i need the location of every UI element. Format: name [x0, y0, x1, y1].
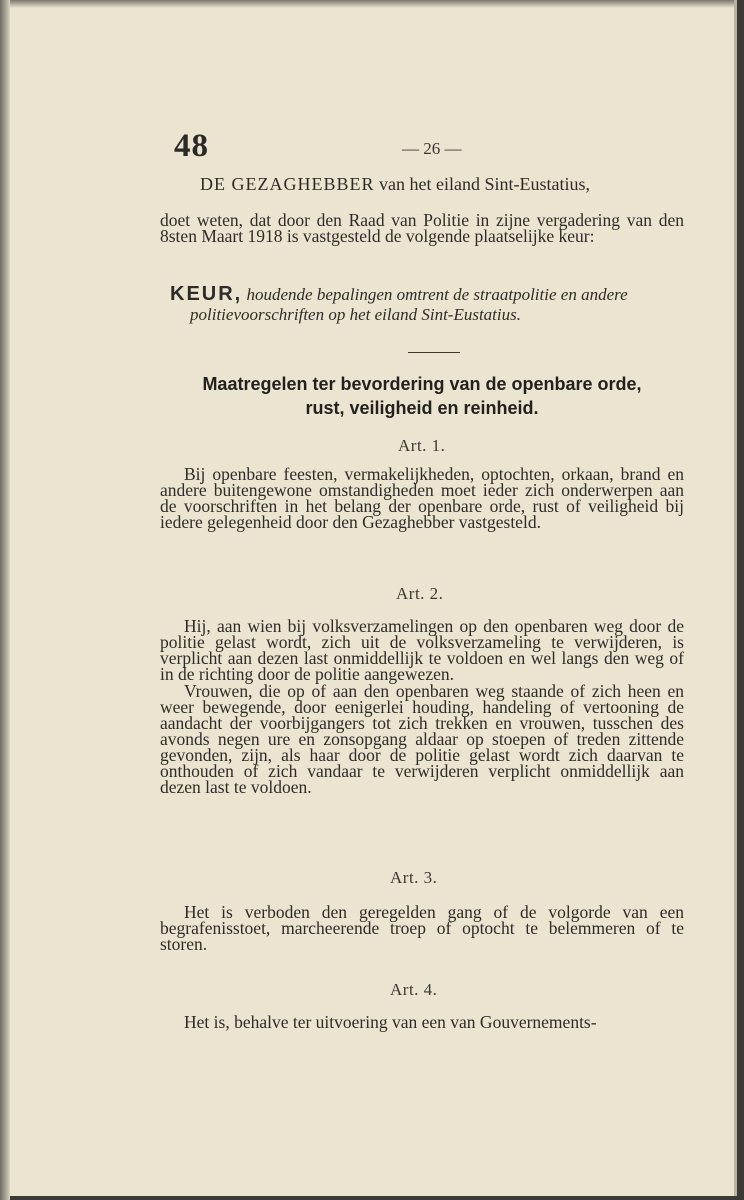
divider-rule — [408, 352, 460, 353]
folio-number: 48 — [174, 128, 209, 164]
page-binding-edge — [0, 0, 10, 1200]
intro-paragraph-block — [160, 212, 684, 244]
page-number: — 26 — — [402, 139, 462, 158]
keur-line-1: houdende bepalingen omtrent de straatpolitie en andere — [246, 285, 628, 304]
article-3-paragraph-1: Het is verboden den geregelden gang of de volgorde van een begrafenisstoet, marcheerende troep of optocht te belemmeren of te storen. — [160, 902, 684, 954]
keur-heading — [170, 284, 700, 325]
article-4-label: Art. 4. — [390, 980, 438, 999]
issuer-caps: DE GEZAGHEBBER — [200, 174, 375, 194]
article-1-label: Art. 1. — [398, 436, 446, 455]
intro-paragraph: doet weten, dat door den Raad van Politie in zijne vergadering van den 8sten Maart 1918 is vastgesteld de volgende plaatselijke keur: — [160, 210, 684, 246]
article-2-label: Art. 2. — [396, 584, 444, 603]
article-2-paragraph-2: Vrouwen, die op of aan den openbaren weg staande of zich heen en weer bewegende, door eenigerlei houding, handeling of vertooning de aandacht der voorbijgangers tot zich trekken en vrouwen, tusschen des avonds negen ure en zonsopgang aldaar op stoepen of treden zittende gevonden, zijn, als haar door de politie gelast wordt zich daarvan te onthouden of zich vandaar te verwijderen verplicht onmiddellijk aan dezen last te voldoen. — [160, 681, 684, 797]
article-4-paragraph-1: Het is, behalve ter uitvoering van een van Gouvernements- — [184, 1012, 597, 1032]
article-3-body — [160, 904, 684, 952]
article-1-paragraph-1: Bij openbare feesten, vermakelijkheden, optochten, orkaan, brand en andere buitengewone omstandigheden moet ieder zich onderwerpen aan de voorschriften in het belang der openbare orde, rust of veiligheid bij iedere gelegenheid door den Gezaghebber vastgesteld. — [160, 464, 684, 532]
page-top-shadow — [0, 0, 734, 8]
article-4-body — [160, 1014, 684, 1030]
issuer-line — [200, 174, 590, 195]
section-title-line-2: rust, veiligheid en reinheid. — [305, 398, 539, 418]
keur-word: KEUR, — [170, 283, 243, 305]
article-2-body — [160, 618, 684, 795]
article-2-paragraph-1: Hij, aan wien bij volksverzamelingen op den openbaren weg door de politie gelast wordt, zich uit de volksverzameling te verwijderen, is verplicht aan dezen last onmiddellijk te voldoen en wel langs den weg of in de richting door de politie aangewezen. — [160, 616, 684, 684]
issuer-rest: van het eiland Sint-Eustatius, — [379, 174, 590, 194]
article-1-body — [160, 466, 684, 530]
article-3-label: Art. 3. — [390, 868, 438, 887]
section-title — [160, 372, 684, 420]
section-title-line-1: Maatregelen ter bevordering van de openbare orde, — [202, 374, 642, 394]
keur-line-2: politievoorschriften op het eiland Sint-Eustatius. — [190, 305, 521, 324]
